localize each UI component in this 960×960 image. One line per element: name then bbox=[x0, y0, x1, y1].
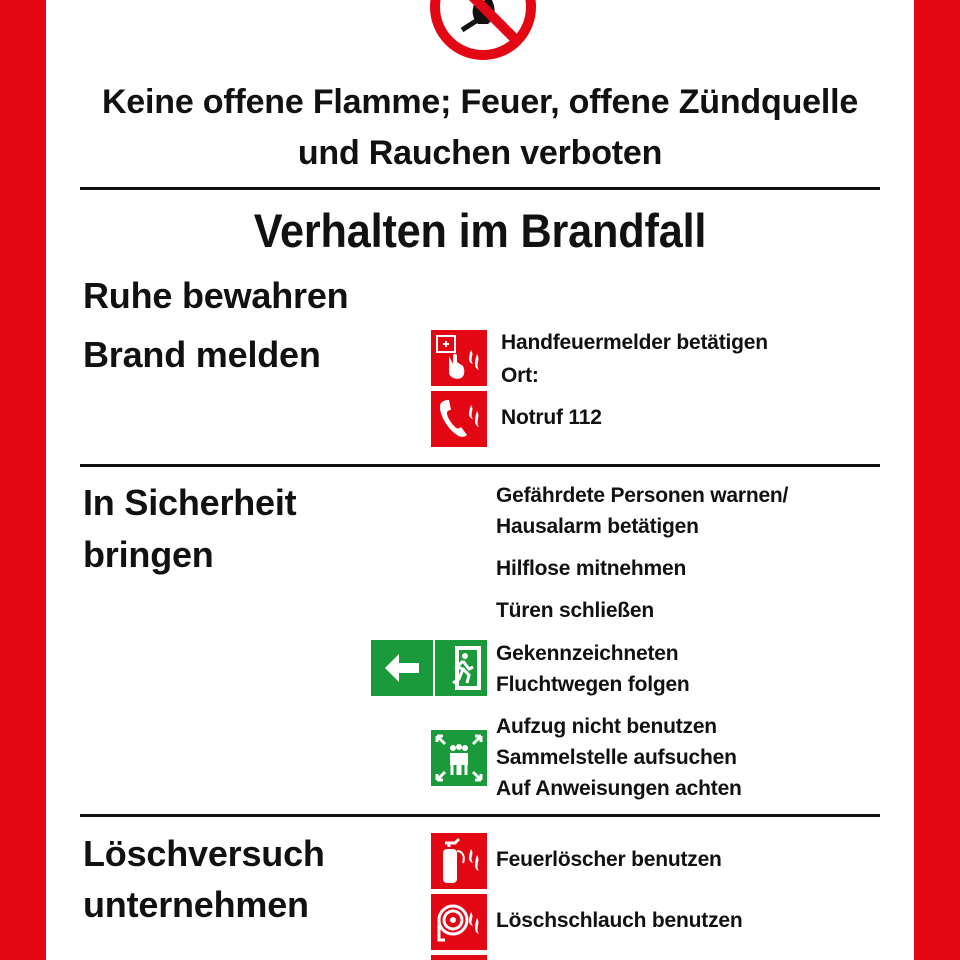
section-label-ruhe: Ruhe bewahren bbox=[83, 275, 349, 316]
divider bbox=[80, 464, 880, 467]
item-tueren: Türen schließen bbox=[496, 599, 655, 622]
fire-extinguisher-icon bbox=[431, 833, 487, 889]
divider bbox=[80, 814, 880, 817]
emergency-exit-icon bbox=[435, 640, 487, 696]
item-anweisung: Auf Anweisungen achten bbox=[496, 777, 742, 800]
item-ort: Ort: bbox=[501, 364, 539, 387]
fire-safety-sign bbox=[46, 0, 914, 960]
item-schlauch: Löschschlauch benutzen bbox=[496, 909, 743, 932]
section-label-sicherheit-1: In Sicherheit bbox=[83, 482, 297, 523]
item-flucht-2: Fluchtwegen folgen bbox=[496, 673, 690, 696]
item-feuerloescher: Feuerlöscher benutzen bbox=[496, 848, 722, 871]
prohibition-text-line-1: Keine offene Flamme; Feuer, offene Zündquelle bbox=[101, 83, 859, 121]
item-hilflose: Hilflose mitnehmen bbox=[496, 557, 687, 580]
item-notruf: Notruf 112 bbox=[501, 406, 602, 429]
cut-off-icon bbox=[431, 955, 487, 960]
item-aufzug: Aufzug nicht benutzen bbox=[496, 715, 717, 738]
item-warnen-1: Gefährdete Personen warnen/ bbox=[496, 484, 789, 507]
section-label-loesch-2: unternehmen bbox=[83, 884, 309, 925]
escape-arrow-left-icon bbox=[371, 640, 433, 696]
fire-emergency-phone-icon bbox=[431, 391, 487, 447]
fire-alarm-call-point-icon bbox=[431, 330, 487, 386]
divider bbox=[80, 187, 880, 190]
page-title: Verhalten im Brandfall bbox=[253, 204, 707, 257]
item-flucht-1: Gekennzeichneten bbox=[496, 642, 679, 665]
prohibition-text-line-2: und Rauchen verboten bbox=[297, 134, 663, 172]
item-sammel: Sammelstelle aufsuchen bbox=[496, 746, 737, 769]
section-label-melden: Brand melden bbox=[83, 334, 321, 375]
item-handfeuermelder: Handfeuermelder betätigen bbox=[501, 331, 768, 354]
section-label-sicherheit-2: bringen bbox=[83, 534, 214, 575]
assembly-point-icon bbox=[431, 730, 487, 786]
no-open-flame-icon bbox=[428, 0, 538, 62]
fire-hose-icon bbox=[431, 894, 487, 950]
section-label-loesch-1: Löschversuch bbox=[83, 833, 325, 874]
item-warnen-2: Hausalarm betätigen bbox=[496, 515, 699, 538]
